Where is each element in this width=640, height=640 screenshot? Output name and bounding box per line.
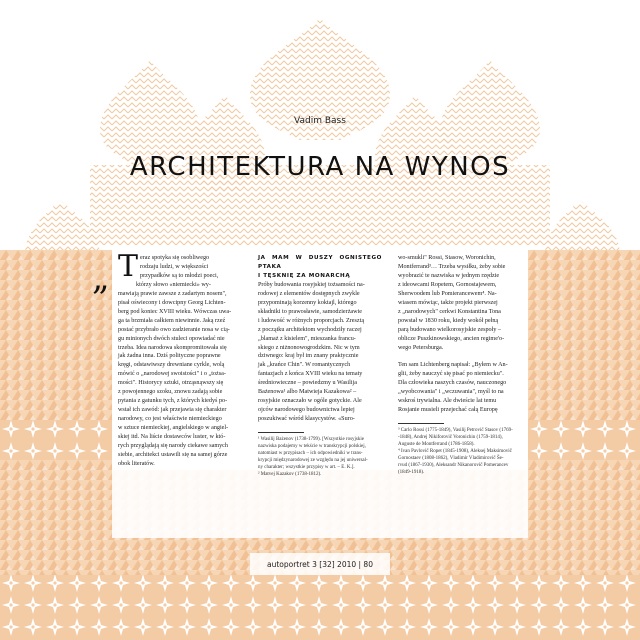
footnote-line: ny charakter; wszystkie przypisy w art. – E. K.]. bbox=[258, 464, 355, 470]
text-line: „wyobcowania" i „wczuwania", myśl to na bbox=[398, 389, 504, 396]
text-line: postać przybrało owo zadzieranie nosa w cią- bbox=[118, 326, 230, 333]
footnote-line: Auguste de Montferrand (1786-1858). bbox=[398, 442, 475, 448]
text-line: skiej itd. Na liście dostawców luster, w któ- bbox=[118, 434, 226, 441]
text-line: z początku architektom wychodziły raczej bbox=[258, 326, 362, 333]
footnote-line: ⁴ Ivan Pavlovič Ropet (1845-1908), Aleksej Maksimovič bbox=[398, 448, 512, 454]
footnote-line: krypcji międzynarodowej ze względu na jej uniwersal- bbox=[258, 457, 368, 463]
footnote-line: Gornostaev (1808-1862), Vladimir Vladimirovič Še- bbox=[398, 455, 504, 461]
text-line: wego Petersburga. bbox=[398, 344, 444, 351]
footnote-line: -1848), Andrej Nikiforovič Voronichin (1759-1814), bbox=[398, 435, 503, 441]
text-line: oblicze Puszkinowskiego, ancien regime'o- bbox=[398, 335, 505, 342]
text-line: w sztuce niemieckiej, angielskiego w angiel- bbox=[118, 425, 229, 432]
text-line: jak „krańce Chin". W romantycznych bbox=[258, 362, 351, 369]
text-line: rych przyglądają się narody ciekawe samych bbox=[118, 443, 228, 450]
footnote-line: rvud (1867-1930), Aleksandr Nikanorovič Pomerancev bbox=[398, 462, 509, 468]
text-line: wyobrazić te nazwiska w jednym rzędzie bbox=[398, 272, 500, 279]
drop-quote-mark: „ bbox=[92, 258, 110, 298]
text-line: z powojennego szoku, znowu zadają sobie bbox=[118, 389, 223, 396]
text-line: „blamaż z kisielem", mieszanka francu- bbox=[258, 335, 356, 342]
text-line: którzy słowo «niemiecki» wy- bbox=[136, 281, 211, 288]
text-line: z ideowcami Ropetem, Gornostajewem, bbox=[398, 281, 497, 288]
text-line: rodowej z elementów dostępnych zwykle bbox=[258, 290, 360, 297]
text-line: mości". Historycy sztuki, otrząsnąwszy się bbox=[118, 380, 224, 387]
text-line: eraz spotyka się osobliwego bbox=[140, 255, 210, 261]
text-line: rosyjskie oznaczało w ogóle gotyckie. Ale bbox=[258, 398, 362, 405]
text-line: mówić o „narodowej swoistości" i o „tożsa- bbox=[118, 371, 226, 378]
section-subhead-line: JA MAM W DUSZY OGNISTEGO PTAKA bbox=[258, 255, 382, 270]
text-line: dziwnego: kraj był im znany praktycznie bbox=[258, 353, 359, 360]
footnote-line: ³ Carlo Rossi (1775-1849), Vasilij Petrovič Stasov (1769- bbox=[398, 428, 513, 434]
text-line: wskroś trywialna. Ale dwieście lat temu bbox=[398, 398, 497, 405]
author-name: Vadim Bass bbox=[294, 116, 346, 126]
paragraph-gap bbox=[398, 352, 522, 361]
text-line: rodzaju ludzi, w większości bbox=[140, 263, 209, 270]
footnote-line: natomiast w przypisach – ich odpowiedniki w trans- bbox=[258, 450, 363, 456]
text-line: składniki to prawosławie, samodzierżawie bbox=[258, 308, 363, 315]
text-line: ojców narodowego budownictwa lepiej bbox=[258, 407, 355, 414]
text-line: poszukiwać wśród klasycystów. «Suro- bbox=[258, 416, 355, 423]
text-column-2 bbox=[258, 254, 382, 479]
text-line: powstał w 1830 roku, kiedy wokół pełną bbox=[398, 317, 499, 324]
footnotes-column-2 bbox=[258, 437, 382, 478]
text-line: przypadków są to młodzi poeci, bbox=[140, 272, 219, 279]
text-line: narodowy, co jest właściwie niemieckiego bbox=[118, 416, 222, 423]
text-line: przypominają korzenny koktajl, którego bbox=[258, 299, 357, 306]
text-line: glii, żeby nauczyć się pisać po niemiecku". bbox=[398, 371, 504, 378]
section-subhead-line: I TĘSKNIĘ ZA MONARCHĄ bbox=[258, 272, 351, 279]
text-line: kręgi, odstawiwszy drewniane cyrkle, wolą bbox=[118, 362, 225, 369]
text-line: wiasem mówiąc, także projekt pierwszej bbox=[398, 299, 498, 306]
text-column-1 bbox=[92, 249, 242, 469]
text-line: Próby budowania rosyjskiej tożsamości na- bbox=[258, 281, 365, 288]
text-line: Dla człowieka naszych czasów, nauczonego bbox=[398, 380, 507, 387]
text-line: Rosjanie musieli przejechać całą Europę bbox=[398, 407, 498, 414]
footnote-divider bbox=[398, 423, 444, 424]
text-line: pisał oświecony i dowcipny Georg Lichten- bbox=[118, 299, 226, 306]
footnote-line: ² Matvej Kazakov (1738-1812). bbox=[258, 471, 322, 477]
column-1-lines bbox=[118, 249, 242, 469]
text-column-3 bbox=[398, 254, 522, 477]
text-line: i ludowość w różnych proporcjach. Zresztą bbox=[258, 317, 365, 324]
article-title: ARCHITEKTURA NA WYNOS bbox=[129, 152, 511, 182]
text-line: ga ta brzmiała całkiem niewinnie. Jaką rzeź bbox=[118, 317, 226, 324]
footnotes-column-3 bbox=[398, 428, 522, 476]
page-footer: autoportret 3 [32] 2010 | 80 bbox=[267, 560, 373, 569]
text-line: z „narodowych" cerkwi Konstantina Tona bbox=[398, 308, 501, 315]
footnote-line: (1849-1918). bbox=[398, 469, 425, 475]
text-line: fantazjach z końca XVIII wieku na tematy bbox=[258, 371, 363, 378]
drop-cap-letter: T bbox=[118, 249, 139, 284]
text-line: Montferrand³… Trzeba wysiłku, żeby sobie bbox=[398, 263, 506, 270]
text-line: pytania z gatunku tych, z których kiedyś po- bbox=[118, 398, 228, 405]
footnote-line: nazwiska podajemy w tekście w transkrypcji polskiej, bbox=[258, 444, 366, 450]
text-line: gu minionych dwóch stuleci opowiadać nie bbox=[118, 335, 225, 342]
text-line: wo-smukli" Rossi, Stasow, Woronichin, bbox=[398, 255, 496, 261]
text-line: Bażenowa¹ albo Matwieja Kazakowa² – bbox=[258, 389, 357, 396]
text-line: siebie, architekci ustawili się na samej górze bbox=[118, 451, 228, 458]
text-line: trzeba. Idea narodowa skompromitowała się bbox=[118, 344, 227, 351]
text-line: mawiają prawie zawsze z zadartym nosem", bbox=[118, 290, 227, 297]
footnote-line: ¹ Wasilij Bażenov (1738-1799). [Wszystkie rosyjskie bbox=[258, 437, 364, 443]
footnote-divider bbox=[258, 432, 304, 433]
text-line: jak żadna inna. Dziś polityczne poprawne bbox=[118, 353, 221, 360]
text-line: Sherwoodem lub Pomierancewem⁴. Na- bbox=[398, 290, 497, 297]
text-line: obok literatów. bbox=[118, 460, 155, 467]
text-line: skiego z niżnonowogrodzkim. Nic w tym bbox=[258, 344, 360, 351]
text-line: średniowieczne – powiedzmy u Wasilija bbox=[258, 380, 357, 387]
text-line: berg pod koniec XVIII wieku. Wówczas uwa- bbox=[118, 308, 232, 315]
text-line: wstał ich zawód: jak przejawia się charakter bbox=[118, 407, 227, 414]
text-line: parą budowano wielkorosyjskie zespoły – bbox=[398, 326, 502, 333]
text-line: Ten sam Lichtenberg napisał: „Byłem w An- bbox=[398, 362, 508, 369]
